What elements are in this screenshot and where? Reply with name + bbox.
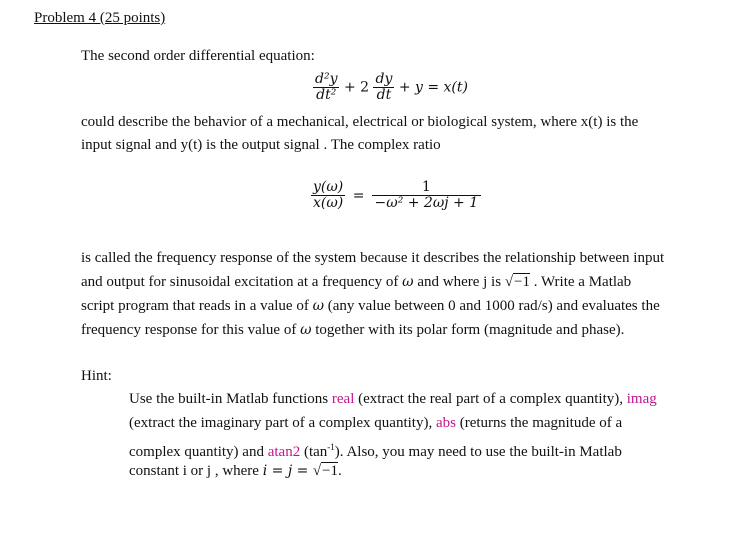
para1-line1: could describe the behavior of a mechanical, electrical or biological system, where x(t) is the bbox=[81, 114, 639, 130]
hint-line2: (extract the imaginary part of a complex quantity), abs (returns the magnitude of a bbox=[129, 415, 623, 431]
para2-line3: script program that reads in a value of ω (any value between 0 and 1000 rad/s) and evaluates the bbox=[81, 298, 660, 314]
hint-label: Hint: bbox=[81, 368, 112, 384]
omega-symbol: ω bbox=[300, 322, 312, 338]
para1-line2: input signal and y(t) is the output signal . The complex ratio bbox=[81, 137, 441, 153]
fn-real: real bbox=[331, 391, 355, 407]
second-derivative-fraction: $\frac{\text{d²y}}{\text{dt²}}$ bbox=[315, 71, 338, 103]
hint-line1: Use the built-in Matlab functions real (extract the real part of a complex quantity), imag bbox=[129, 391, 657, 407]
hint-line4: constant i or j , where i = j = √−1. bbox=[129, 463, 342, 479]
lhs-fraction: $\frac{y(\omega)}{x(\omega)}$ bbox=[313, 179, 344, 211]
fn-imag: imag bbox=[626, 391, 657, 407]
sqrt-minus-one: √−1 bbox=[312, 463, 339, 479]
para2-line4: frequency response for this value of ω together with its polar form (magnitude and phase). bbox=[81, 322, 625, 338]
omega-symbol: ω bbox=[312, 298, 325, 314]
hint-line3: complex quantity) and atan2 $(\tan^{-1})$. Also, you may need to use the built-in Matlab bbox=[129, 442, 622, 460]
first-derivative-fraction: $\frac{dy}{dt}$ bbox=[375, 71, 393, 103]
frequency-response-equation: $\frac{y(\omega)}{x(\omega)}$ = $\frac{1}{\text{−ω² + 2ωj + 1}}$ bbox=[311, 180, 481, 211]
fn-abs: abs bbox=[435, 415, 456, 431]
sqrt-minus-one: √−1 bbox=[504, 274, 531, 290]
rhs-fraction: $\frac{1}{\text{−ω² + 2ωj + 1}}$ bbox=[372, 180, 481, 211]
omega-symbol: ω bbox=[402, 274, 414, 290]
para2-line2: and output for sinusoidal excitation at a frequency of ω and where j is √−1 . Write a Matlab bbox=[81, 274, 632, 290]
intro-text: The second order differential equation: bbox=[81, 48, 315, 64]
imaginary-unit-equation: i = j = bbox=[262, 463, 313, 479]
fn-atan2: atan2 bbox=[267, 444, 301, 460]
problem-title: Problem 4 (25 points) bbox=[34, 10, 166, 26]
differential-equation: $\frac{\text{d²y}}{\text{dt²}}$ + 2 $\frac{dy}{dt}$ + y = x(t) bbox=[315, 71, 468, 103]
para2-line1: is called the frequency response of the system because it describes the relationship between input bbox=[81, 250, 665, 266]
